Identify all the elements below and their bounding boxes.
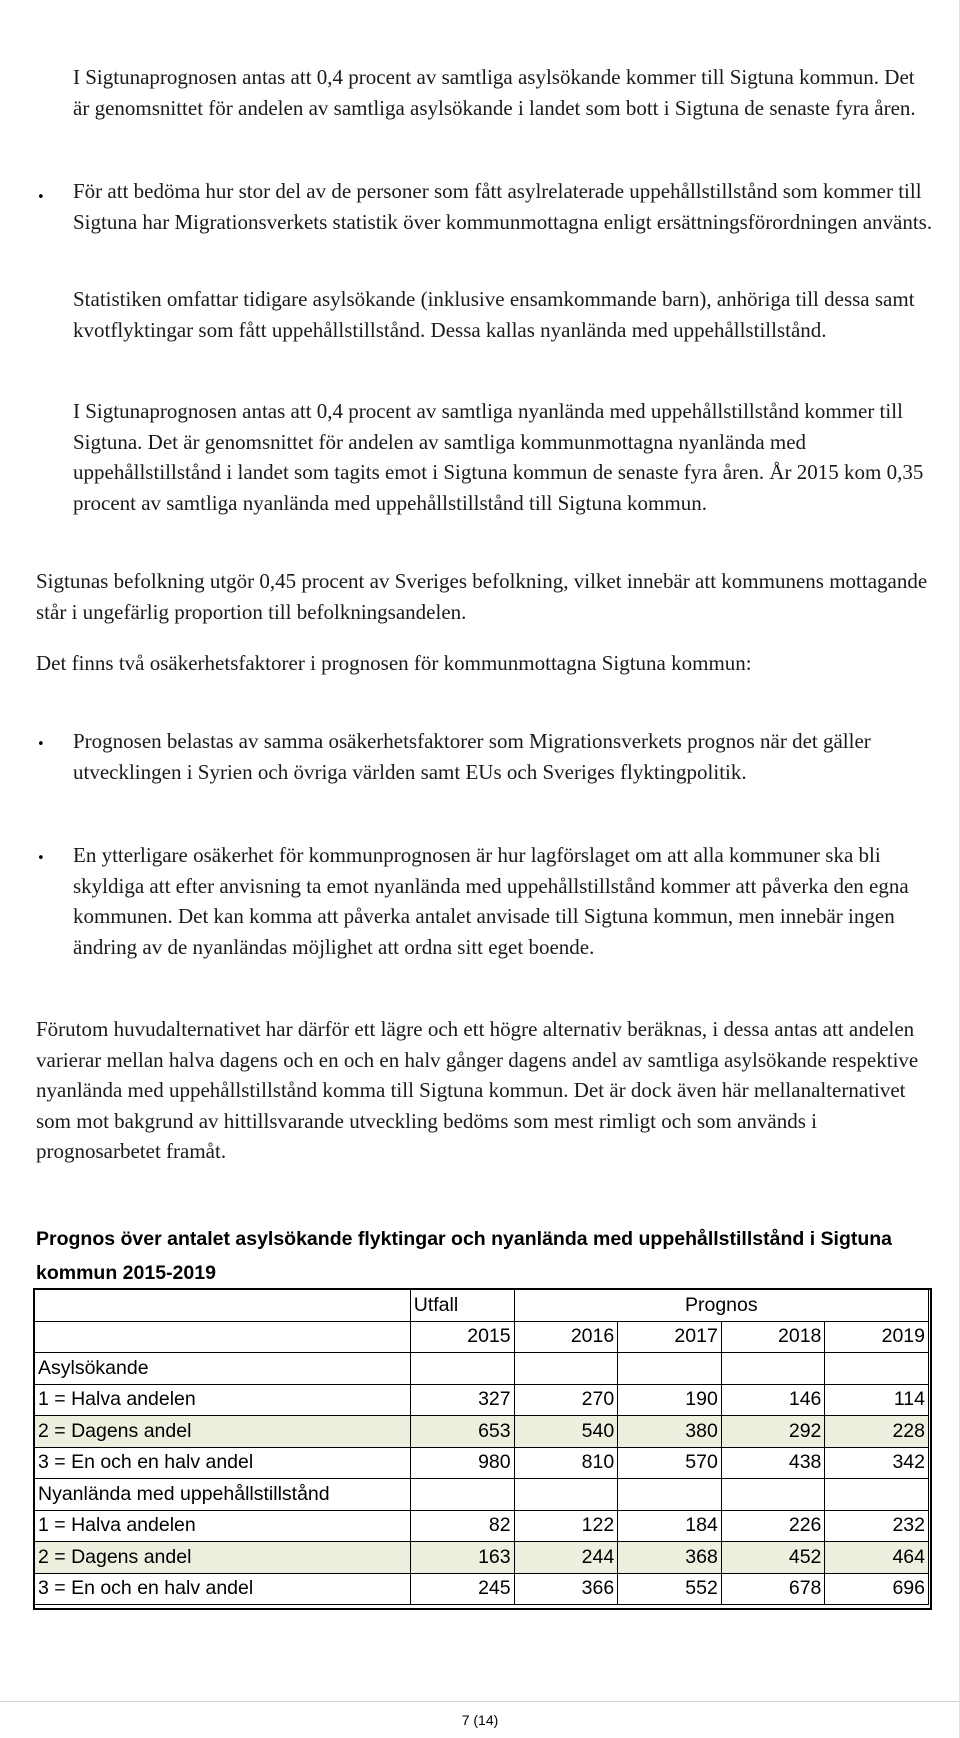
bullet-statistics-method: För att bedöma hur stor del av de personer som fått asylrelaterade uppehållstillstånd som kommer till Sigtuna har Migrationsverkets statistik över kommunmottagna enligt ersättningsförordningen använts. <box>73 179 933 234</box>
bullet-dot: • <box>37 851 45 866</box>
row-label: 2 = Dagens andel <box>35 1542 411 1574</box>
footer-divider <box>0 1701 960 1702</box>
section-label: Nyanlända med uppehållstillstånd <box>35 1479 411 1511</box>
table-row <box>35 1573 929 1605</box>
table-row-highlighted <box>35 1542 929 1574</box>
value-cell: 464 <box>825 1542 929 1574</box>
value-cell: 190 <box>618 1384 722 1416</box>
paragraph-newcomer-share: I Sigtunaprognosen antas att 0,4 procent av samtliga nyanlända med uppehållstillstånd kommer till Sigtuna. Det är genomsnittet för andelen av samtliga kommunmottagna nyanlända med uppehållstillstånd i landet som tagits emot i Sigtuna kommun de senaste fyra åren. År 2015 kom 0,35 procent av samtliga nyanlända med uppehållstillstånd till Sigtuna kommun. <box>73 399 924 515</box>
section-label: Asylsökande <box>35 1353 411 1385</box>
row-label: 3 = En och en halv andel <box>35 1447 411 1479</box>
year-cell: 2017 <box>618 1321 722 1353</box>
paragraph-uncertainty-intro: Det finns två osäkerhetsfaktorer i prognosen för kommunmottagna Sigtuna kommun: <box>36 651 752 675</box>
forecast-table <box>34 1289 929 1605</box>
row-label: 1 = Halva andelen <box>35 1510 411 1542</box>
empty-cell <box>35 1321 411 1353</box>
page-number: 7 (14) <box>461 1712 499 1728</box>
bullet-dot: • <box>37 190 45 205</box>
value-cell: 292 <box>721 1416 825 1448</box>
paragraph-alternatives: Förutom huvudalternativet har därför ett lägre och ett högre alternativ beräknas, i dessa antas att andelen varierar mellan halva dagens och en och en halv gånger dagens andel av samtliga asylsökande respektive nyanlända med uppehållstillstånd komma till Sigtuna kommun. Det är dock även här mellanalternativet som mot bakgrund av hittillsvarande utveckling bedöms som mest rimligt och som används i prognosarbetet framåt. <box>36 1017 919 1163</box>
value-cell: 653 <box>410 1416 514 1448</box>
empty-corner-cell <box>35 1290 411 1322</box>
section-row-newcomers <box>35 1479 929 1511</box>
value-cell: 244 <box>514 1542 618 1574</box>
value-cell: 366 <box>514 1573 618 1605</box>
table-row <box>35 1510 929 1542</box>
empty-cell <box>410 1479 514 1511</box>
table-caption: Prognos över antalet asylsökande flyktingar och nyanlända med uppehållstillstånd i Sigtuna kommun 2015-2019 <box>36 1228 893 1284</box>
empty-cell <box>825 1479 929 1511</box>
row-label: 1 = Halva andelen <box>35 1384 411 1416</box>
table-row <box>35 1447 929 1479</box>
empty-cell <box>825 1353 929 1385</box>
empty-cell <box>721 1479 825 1511</box>
year-cell: 2018 <box>721 1321 825 1353</box>
paragraph-population-share: Sigtunas befolkning utgör 0,45 procent av Sveriges befolkning, vilket innebär att kommunens mottagande står i ungefärlig proportion till befolkningsandelen. <box>36 569 928 624</box>
table-row <box>35 1384 929 1416</box>
row-label: 3 = En och en halv andel <box>35 1573 411 1605</box>
value-cell: 810 <box>514 1447 618 1479</box>
value-cell: 570 <box>618 1447 722 1479</box>
empty-cell <box>618 1479 722 1511</box>
header-prognos: Prognos <box>514 1290 928 1322</box>
value-cell: 438 <box>721 1447 825 1479</box>
table-year-row <box>35 1321 929 1353</box>
section-row-asylum <box>35 1353 929 1385</box>
value-cell: 245 <box>410 1573 514 1605</box>
value-cell: 163 <box>410 1542 514 1574</box>
bullet-uncertainty-legislation: En ytterligare osäkerhet för kommunprognosen är hur lagförslaget om att alla kommuner ska bli skyldiga att efter anvisning ta emot nyanlända med uppehållstillstånd kommer att påverka den egna kommunen. Det kan komma att påverka antalet anvisade till Sigtuna kommun, men innebär ingen ändring av de nyanländas möjlighet att ordna sitt eget boende. <box>73 843 909 959</box>
empty-cell <box>410 1353 514 1385</box>
paragraph-asylum-share: I Sigtunaprognosen antas att 0,4 procent av samtliga asylsökande kommer till Sigtuna kommun. Det är genomsnittet för andelen av samtliga asylsökande i landet som bott i Sigtuna de senaste fyra åren. <box>73 65 916 120</box>
value-cell: 82 <box>410 1510 514 1542</box>
value-cell: 184 <box>618 1510 722 1542</box>
value-cell: 232 <box>825 1510 929 1542</box>
value-cell: 270 <box>514 1384 618 1416</box>
year-cell: 2019 <box>825 1321 929 1353</box>
value-cell: 122 <box>514 1510 618 1542</box>
value-cell: 696 <box>825 1573 929 1605</box>
table-row-highlighted <box>35 1416 929 1448</box>
value-cell: 380 <box>618 1416 722 1448</box>
empty-cell <box>721 1353 825 1385</box>
value-cell: 452 <box>721 1542 825 1574</box>
bullet-dot: • <box>37 737 45 752</box>
value-cell: 678 <box>721 1573 825 1605</box>
empty-cell <box>618 1353 722 1385</box>
year-cell: 2015 <box>410 1321 514 1353</box>
row-label: 2 = Dagens andel <box>35 1416 411 1448</box>
value-cell: 368 <box>618 1542 722 1574</box>
empty-cell <box>514 1479 618 1511</box>
value-cell: 342 <box>825 1447 929 1479</box>
header-utfall: Utfall <box>410 1290 514 1322</box>
year-cell: 2016 <box>514 1321 618 1353</box>
bullet-uncertainty-migration: Prognosen belastas av samma osäkerhetsfaktorer som Migrationsverkets prognos när det gäller utvecklingen i Syrien och övriga världen samt EUs och Sveriges flyktingpolitik. <box>73 729 871 784</box>
value-cell: 540 <box>514 1416 618 1448</box>
value-cell: 146 <box>721 1384 825 1416</box>
table-header-row <box>35 1290 929 1322</box>
value-cell: 228 <box>825 1416 929 1448</box>
value-cell: 114 <box>825 1384 929 1416</box>
paragraph-statistics-scope: Statistiken omfattar tidigare asylsökande (inklusive ensamkommande barn), anhöriga till dessa samt kvotflyktingar som fått uppehållstillstånd. Dessa kallas nyanlända med uppehållstillstånd. <box>73 287 915 342</box>
value-cell: 980 <box>410 1447 514 1479</box>
value-cell: 552 <box>618 1573 722 1605</box>
value-cell: 226 <box>721 1510 825 1542</box>
empty-cell <box>514 1353 618 1385</box>
value-cell: 327 <box>410 1384 514 1416</box>
